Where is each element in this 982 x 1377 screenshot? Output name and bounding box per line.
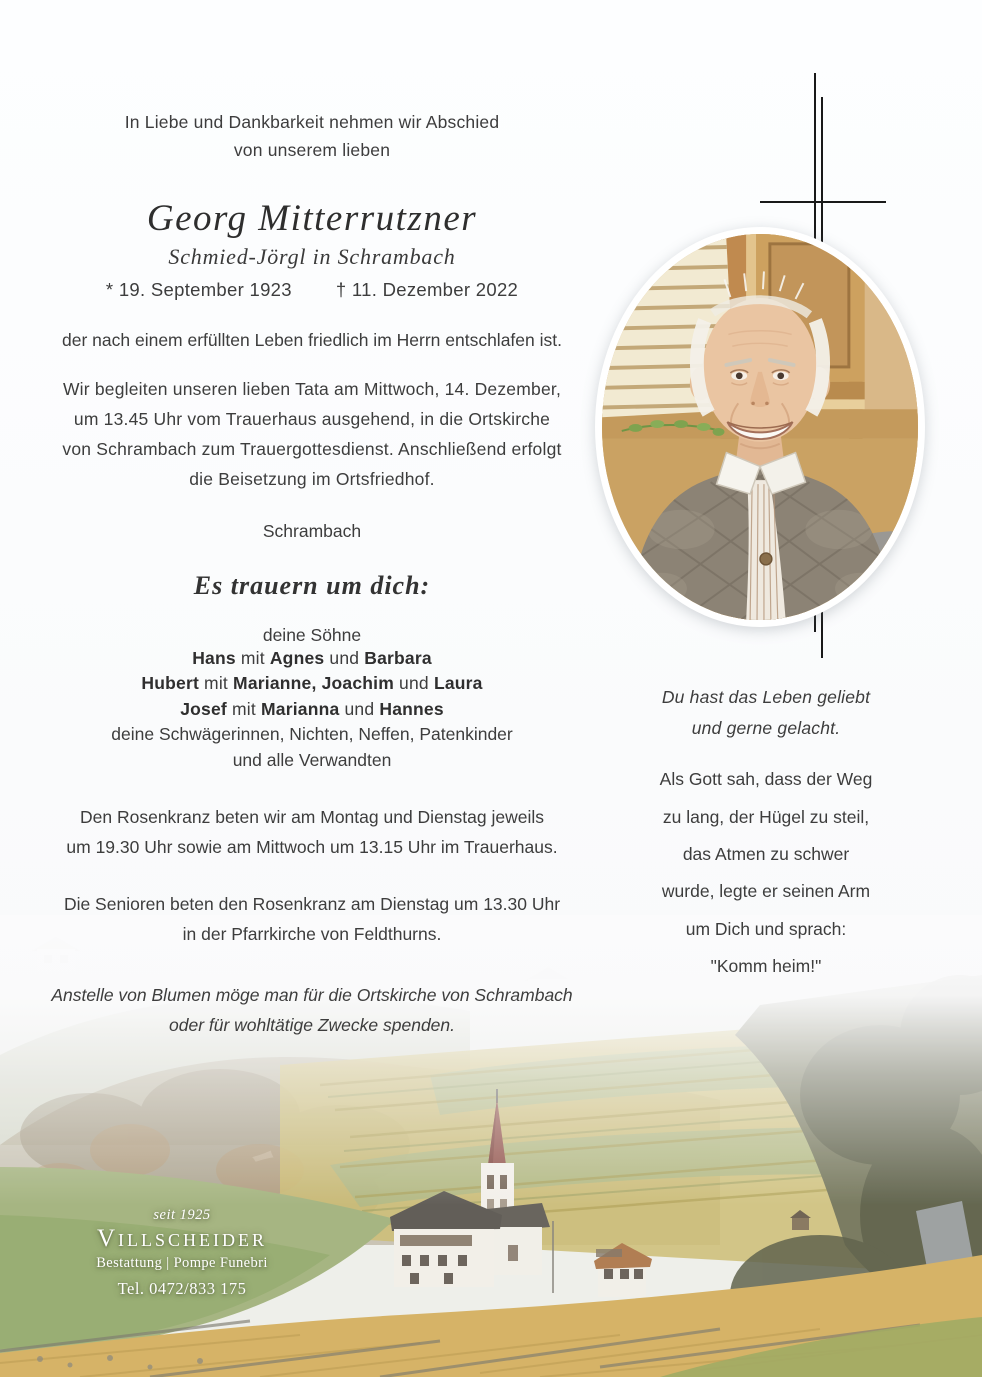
mourners-heading: Es trauern um dich: [193, 571, 431, 601]
cross-horizontal-line [760, 201, 886, 203]
portrait-illustration [602, 234, 918, 620]
donation-line: Anstelle von Blumen möge man für die Ortskirche von Schrambach [51, 985, 573, 1006]
funeral-home-logo [52, 1207, 312, 1299]
portrait-photo [595, 227, 925, 627]
mourner-line: Josef mit Marianna und Hannes [180, 698, 444, 719]
poem-text [626, 765, 906, 980]
intro-line: von unserem lieben [233, 140, 391, 161]
mourner-line: Hans mit Agnes und Barbara [192, 648, 432, 669]
seniors-line: in der Pfarrkirche von Feldthurns. [182, 924, 442, 945]
epitaph-column [626, 682, 906, 989]
rosary-note [12, 802, 612, 862]
place-line: Schrambach [262, 521, 362, 542]
funeral-details [12, 374, 612, 494]
mourners-intro: deine Söhne [262, 625, 362, 646]
funeral-line: Wir begleiten unseren lieben Tata am Mittwoch, 14. Dezember, [62, 378, 562, 399]
life-dates [12, 279, 612, 301]
vest-button [760, 553, 772, 565]
deceased-name: Georg Mitterrutzner [146, 197, 478, 239]
face [703, 298, 818, 442]
logo-since: seit 1925 [153, 1207, 211, 1223]
rosary-line: um 19.30 Uhr sowie am Mittwoch um 13.15 Uhr im Trauerhaus. [66, 837, 558, 858]
poem-line: Als Gott sah, dass der Weg [659, 769, 873, 790]
mourner-line: Hubert mit Marianne, Joachim und Laura [141, 673, 483, 694]
epitaph-line: und gerne gelacht. [691, 718, 841, 739]
death-date: † 11. Dezember 2022 [335, 278, 519, 300]
main-text-column [12, 108, 612, 1041]
poem-line: "Komm heim!" [710, 956, 822, 976]
epitaph-line: Du hast das Leben geliebt [661, 687, 871, 707]
funeral-line: die Beisetzung im Ortsfriedhof. [189, 468, 435, 489]
logo-tagline: Bestattung | Pompe Funebri [96, 1255, 268, 1271]
poem-line: das Atmen zu schwer [682, 843, 850, 864]
rosary-line: Den Rosenkranz beten wir am Montag und Dienstag jeweils [80, 806, 544, 827]
seniors-rosary-note [12, 889, 612, 949]
relatives-line: und alle Verwandten [232, 749, 392, 770]
birth-date: * 19. September 1923 [105, 278, 292, 300]
intro-line: In Liebe und Dankbarkeit nehmen wir Abschied [124, 112, 500, 132]
logo-phone: Tel. 0472/833 175 [117, 1279, 247, 1298]
relatives-line: deine Schwägerinnen, Nichten, Neffen, Patenkinder [111, 724, 513, 745]
donation-line: oder für wohltätige Zwecke spenden. [169, 1015, 455, 1036]
epitaph-text [626, 682, 906, 744]
obituary-line: der nach einem erfüllten Leben friedlich im Herrn entschlafen ist. [62, 329, 562, 350]
donation-note [12, 980, 612, 1040]
poem-line: zu lang, der Hügel zu steil, [662, 806, 870, 827]
poem-line: wurde, legte er seinen Arm [661, 881, 871, 902]
seniors-line: Die Senioren beten den Rosenkranz am Dienstag um 13.30 Uhr [63, 894, 561, 915]
funeral-line: um 13.45 Uhr vom Trauerhaus ausgehend, in die Ortskirche [73, 408, 551, 429]
deceased-house-name: Schmied-Jörgl in Schrambach [168, 243, 456, 269]
logo-name: Villscheider [96, 1225, 268, 1252]
poem-line: um Dich und sprach: [685, 918, 847, 939]
funeral-line: von Schrambach zum Trauergottesdienst. Anschließend erfolgt [62, 438, 562, 459]
